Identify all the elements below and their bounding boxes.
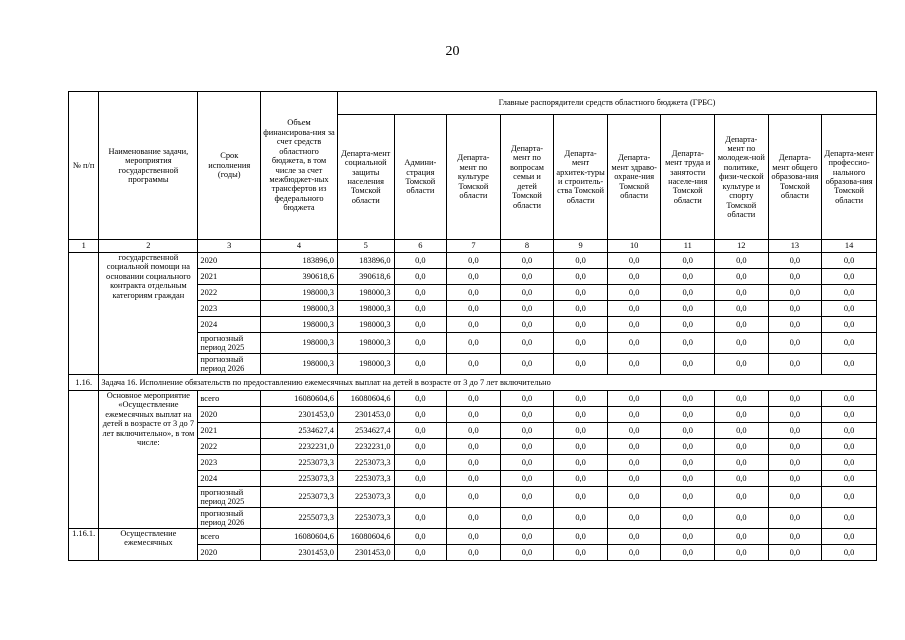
row-volume: 198000,3 — [261, 285, 338, 301]
row-grbs-13: 0,0 — [768, 439, 822, 455]
row-grbs-7: 0,0 — [447, 391, 501, 407]
row-grbs-5: 2301453,0 — [337, 545, 394, 561]
row-grbs-8: 0,0 — [500, 407, 554, 423]
row-grbs-7: 0,0 — [447, 253, 501, 269]
row-grbs-10: 0,0 — [607, 269, 661, 285]
row-name: государственной социальной помощи на основании социального контракта отдельным категориям граждан — [99, 253, 198, 375]
row-period: 2024 — [198, 471, 261, 487]
header-grbs-2: Админи-страция Томской области — [394, 115, 447, 240]
index-cell: 11 — [661, 240, 715, 253]
row-grbs-9: 0,0 — [554, 354, 608, 375]
row-grbs-6: 0,0 — [394, 455, 447, 471]
row-volume: 2253073,3 — [261, 487, 338, 508]
row-grbs-12: 0,0 — [715, 333, 769, 354]
row-grbs-6: 0,0 — [394, 253, 447, 269]
row-grbs-13: 0,0 — [768, 529, 822, 545]
index-cell: 4 — [261, 240, 338, 253]
header-volume: Объем финансирова-ния за счет средств областного бюджета, в том числе за счет межбюджет-ных трансфертов из федерального бюджета — [261, 92, 338, 240]
row-grbs-10: 0,0 — [607, 423, 661, 439]
row-grbs-7: 0,0 — [447, 354, 501, 375]
row-grbs-6: 0,0 — [394, 407, 447, 423]
row-grbs-10: 0,0 — [607, 354, 661, 375]
row-grbs-7: 0,0 — [447, 487, 501, 508]
row-grbs-6: 0,0 — [394, 333, 447, 354]
row-grbs-8: 0,0 — [500, 391, 554, 407]
index-cell: 8 — [500, 240, 554, 253]
row-grbs-5: 198000,3 — [337, 354, 394, 375]
row-grbs-7: 0,0 — [447, 269, 501, 285]
row-grbs-11: 0,0 — [661, 285, 715, 301]
row-grbs-9: 0,0 — [554, 317, 608, 333]
row-grbs-8: 0,0 — [500, 354, 554, 375]
row-grbs-13: 0,0 — [768, 545, 822, 561]
row-period: 2022 — [198, 285, 261, 301]
row-grbs-7: 0,0 — [447, 317, 501, 333]
row-period: 2023 — [198, 301, 261, 317]
index-cell: 13 — [768, 240, 822, 253]
row-number: 1.16.1. — [69, 529, 99, 561]
row-volume: 2253073,3 — [261, 455, 338, 471]
row-grbs-10: 0,0 — [607, 508, 661, 529]
table-row — [69, 391, 877, 407]
row-grbs-7: 0,0 — [447, 301, 501, 317]
header-no: № п/п — [69, 92, 99, 240]
budget-table — [68, 91, 877, 561]
row-grbs-11: 0,0 — [661, 301, 715, 317]
row-grbs-9: 0,0 — [554, 455, 608, 471]
row-grbs-10: 0,0 — [607, 407, 661, 423]
task-text: Задача 16. Исполнение обязательств по предоставлению ежемесячных выплат на детей в возрасте от 3 до 7 лет включительно — [99, 375, 877, 391]
row-grbs-11: 0,0 — [661, 333, 715, 354]
row-grbs-12: 0,0 — [715, 455, 769, 471]
task-row — [69, 375, 877, 391]
row-grbs-10: 0,0 — [607, 471, 661, 487]
row-grbs-9: 0,0 — [554, 423, 608, 439]
row-grbs-5: 2253073,3 — [337, 487, 394, 508]
row-grbs-14: 0,0 — [822, 487, 877, 508]
row-period: 2020 — [198, 407, 261, 423]
header-period: Срок исполнения (годы) — [198, 92, 261, 240]
row-grbs-5: 198000,3 — [337, 333, 394, 354]
row-grbs-8: 0,0 — [500, 285, 554, 301]
index-row — [69, 240, 877, 253]
row-grbs-14: 0,0 — [822, 333, 877, 354]
table-row — [69, 529, 877, 545]
row-name: Осуществление ежемесячных — [99, 529, 198, 561]
row-grbs-13: 0,0 — [768, 508, 822, 529]
header-grbs-1: Департа-мент социальной защиты населения Томской области — [337, 115, 394, 240]
row-grbs-6: 0,0 — [394, 471, 447, 487]
row-grbs-8: 0,0 — [500, 545, 554, 561]
row-grbs-5: 198000,3 — [337, 301, 394, 317]
row-grbs-14: 0,0 — [822, 285, 877, 301]
row-grbs-13: 0,0 — [768, 423, 822, 439]
row-period: всего — [198, 529, 261, 545]
row-grbs-12: 0,0 — [715, 471, 769, 487]
row-volume: 2301453,0 — [261, 407, 338, 423]
row-grbs-12: 0,0 — [715, 301, 769, 317]
row-grbs-5: 2534627,4 — [337, 423, 394, 439]
row-grbs-12: 0,0 — [715, 529, 769, 545]
page-number: 20 — [445, 44, 460, 59]
row-volume: 2253073,3 — [261, 471, 338, 487]
index-cell: 1 — [69, 240, 99, 253]
index-cell: 7 — [447, 240, 501, 253]
row-grbs-11: 0,0 — [661, 354, 715, 375]
row-grbs-9: 0,0 — [554, 301, 608, 317]
row-grbs-5: 2253073,3 — [337, 508, 394, 529]
row-grbs-10: 0,0 — [607, 391, 661, 407]
row-grbs-8: 0,0 — [500, 508, 554, 529]
row-grbs-11: 0,0 — [661, 269, 715, 285]
row-grbs-10: 0,0 — [607, 545, 661, 561]
row-grbs-13: 0,0 — [768, 471, 822, 487]
header-grbs-9: Департа-мент общего образова-ния Томской области — [768, 115, 822, 240]
row-grbs-11: 0,0 — [661, 508, 715, 529]
row-grbs-7: 0,0 — [447, 508, 501, 529]
row-period: 2020 — [198, 253, 261, 269]
row-grbs-7: 0,0 — [447, 285, 501, 301]
row-grbs-8: 0,0 — [500, 333, 554, 354]
row-grbs-6: 0,0 — [394, 269, 447, 285]
row-grbs-11: 0,0 — [661, 455, 715, 471]
row-volume: 198000,3 — [261, 317, 338, 333]
row-grbs-6: 0,0 — [394, 508, 447, 529]
header-grbs-6: Департа-мент здраво-охране-ния Томской области — [607, 115, 661, 240]
header-grbs-10: Департа-мент профессио-нального образова-ния Томской области — [822, 115, 877, 240]
row-grbs-6: 0,0 — [394, 545, 447, 561]
row-grbs-14: 0,0 — [822, 545, 877, 561]
row-grbs-8: 0,0 — [500, 487, 554, 508]
index-cell: 3 — [198, 240, 261, 253]
row-grbs-5: 16080604,6 — [337, 529, 394, 545]
row-grbs-9: 0,0 — [554, 439, 608, 455]
row-grbs-13: 0,0 — [768, 407, 822, 423]
row-grbs-11: 0,0 — [661, 253, 715, 269]
row-grbs-9: 0,0 — [554, 253, 608, 269]
row-grbs-11: 0,0 — [661, 391, 715, 407]
row-grbs-8: 0,0 — [500, 269, 554, 285]
header-grbs-8: Департа-мент по молодеж-ной политике, физи-ческой культуре и спорту Томской области — [715, 115, 769, 240]
row-grbs-14: 0,0 — [822, 269, 877, 285]
row-grbs-11: 0,0 — [661, 487, 715, 508]
row-volume: 198000,3 — [261, 354, 338, 375]
row-grbs-12: 0,0 — [715, 391, 769, 407]
row-grbs-14: 0,0 — [822, 253, 877, 269]
row-grbs-13: 0,0 — [768, 285, 822, 301]
row-grbs-13: 0,0 — [768, 301, 822, 317]
header-name: Наименование задачи, мероприятия государственной программы — [99, 92, 198, 240]
row-grbs-8: 0,0 — [500, 253, 554, 269]
row-grbs-12: 0,0 — [715, 423, 769, 439]
row-grbs-8: 0,0 — [500, 317, 554, 333]
row-grbs-11: 0,0 — [661, 471, 715, 487]
row-grbs-10: 0,0 — [607, 285, 661, 301]
row-period: прогнозный период 2026 — [198, 508, 261, 529]
index-cell: 12 — [715, 240, 769, 253]
row-grbs-13: 0,0 — [768, 269, 822, 285]
row-grbs-5: 390618,6 — [337, 269, 394, 285]
row-volume: 2255073,3 — [261, 508, 338, 529]
row-grbs-14: 0,0 — [822, 407, 877, 423]
row-grbs-14: 0,0 — [822, 471, 877, 487]
row-grbs-5: 2232231,0 — [337, 439, 394, 455]
row-grbs-13: 0,0 — [768, 354, 822, 375]
row-grbs-6: 0,0 — [394, 423, 447, 439]
row-grbs-11: 0,0 — [661, 423, 715, 439]
row-volume: 2301453,0 — [261, 545, 338, 561]
row-grbs-9: 0,0 — [554, 407, 608, 423]
row-grbs-10: 0,0 — [607, 301, 661, 317]
row-grbs-6: 0,0 — [394, 285, 447, 301]
row-name: Основное мероприятие «Осуществление ежемесячных выплат на детей в возрасте от 3 до 7 лет включительно», в том числе: — [99, 391, 198, 529]
row-grbs-5: 183896,0 — [337, 253, 394, 269]
row-grbs-5: 198000,3 — [337, 285, 394, 301]
row-period: 2024 — [198, 317, 261, 333]
row-volume: 198000,3 — [261, 333, 338, 354]
row-grbs-10: 0,0 — [607, 333, 661, 354]
row-grbs-7: 0,0 — [447, 529, 501, 545]
row-grbs-14: 0,0 — [822, 391, 877, 407]
row-grbs-8: 0,0 — [500, 423, 554, 439]
header-row-1 — [69, 92, 877, 115]
row-period: прогнозный период 2026 — [198, 354, 261, 375]
row-grbs-8: 0,0 — [500, 455, 554, 471]
index-cell: 2 — [99, 240, 198, 253]
row-grbs-12: 0,0 — [715, 508, 769, 529]
row-grbs-8: 0,0 — [500, 529, 554, 545]
row-grbs-6: 0,0 — [394, 317, 447, 333]
row-period: прогнозный период 2025 — [198, 487, 261, 508]
index-cell: 10 — [607, 240, 661, 253]
row-grbs-10: 0,0 — [607, 529, 661, 545]
row-volume: 2534627,4 — [261, 423, 338, 439]
header-grbs-3: Департа-мент по культуре Томской области — [447, 115, 501, 240]
row-volume: 2232231,0 — [261, 439, 338, 455]
row-number — [69, 391, 99, 529]
row-grbs-11: 0,0 — [661, 439, 715, 455]
row-grbs-7: 0,0 — [447, 423, 501, 439]
row-grbs-11: 0,0 — [661, 407, 715, 423]
row-grbs-7: 0,0 — [447, 439, 501, 455]
row-grbs-12: 0,0 — [715, 439, 769, 455]
row-grbs-14: 0,0 — [822, 301, 877, 317]
row-volume: 390618,6 — [261, 269, 338, 285]
row-grbs-13: 0,0 — [768, 455, 822, 471]
row-grbs-12: 0,0 — [715, 285, 769, 301]
row-grbs-6: 0,0 — [394, 487, 447, 508]
row-grbs-10: 0,0 — [607, 317, 661, 333]
row-period: прогнозный период 2025 — [198, 333, 261, 354]
row-grbs-14: 0,0 — [822, 423, 877, 439]
row-grbs-8: 0,0 — [500, 301, 554, 317]
row-grbs-7: 0,0 — [447, 333, 501, 354]
row-grbs-12: 0,0 — [715, 269, 769, 285]
row-grbs-14: 0,0 — [822, 439, 877, 455]
row-period: 2020 — [198, 545, 261, 561]
row-grbs-5: 2253073,3 — [337, 471, 394, 487]
row-period: 2023 — [198, 455, 261, 471]
index-cell: 14 — [822, 240, 877, 253]
row-grbs-10: 0,0 — [607, 455, 661, 471]
index-cell: 9 — [554, 240, 608, 253]
row-grbs-5: 198000,3 — [337, 317, 394, 333]
task-number: 1.16. — [69, 375, 99, 391]
row-grbs-10: 0,0 — [607, 253, 661, 269]
row-grbs-5: 2301453,0 — [337, 407, 394, 423]
row-grbs-12: 0,0 — [715, 407, 769, 423]
row-grbs-11: 0,0 — [661, 529, 715, 545]
row-grbs-9: 0,0 — [554, 269, 608, 285]
row-period: всего — [198, 391, 261, 407]
row-grbs-9: 0,0 — [554, 487, 608, 508]
row-grbs-8: 0,0 — [500, 439, 554, 455]
row-grbs-9: 0,0 — [554, 391, 608, 407]
row-grbs-6: 0,0 — [394, 439, 447, 455]
row-grbs-13: 0,0 — [768, 333, 822, 354]
header-grbs-4: Департа-мент по вопросам семьи и детей Томской области — [500, 115, 554, 240]
row-grbs-9: 0,0 — [554, 471, 608, 487]
row-grbs-14: 0,0 — [822, 317, 877, 333]
row-grbs-6: 0,0 — [394, 301, 447, 317]
row-grbs-11: 0,0 — [661, 545, 715, 561]
index-cell: 6 — [394, 240, 447, 253]
header-grbs: Главные распорядители средств областного бюджета (ГРБС) — [337, 92, 876, 115]
row-grbs-9: 0,0 — [554, 508, 608, 529]
row-grbs-7: 0,0 — [447, 471, 501, 487]
row-grbs-10: 0,0 — [607, 439, 661, 455]
table-row — [69, 253, 877, 269]
row-grbs-9: 0,0 — [554, 529, 608, 545]
row-grbs-11: 0,0 — [661, 317, 715, 333]
row-number — [69, 253, 99, 375]
row-grbs-14: 0,0 — [822, 455, 877, 471]
row-grbs-12: 0,0 — [715, 253, 769, 269]
row-grbs-7: 0,0 — [447, 455, 501, 471]
row-grbs-5: 16080604,6 — [337, 391, 394, 407]
row-grbs-13: 0,0 — [768, 253, 822, 269]
row-grbs-9: 0,0 — [554, 285, 608, 301]
row-grbs-14: 0,0 — [822, 529, 877, 545]
row-grbs-6: 0,0 — [394, 354, 447, 375]
row-volume: 198000,3 — [261, 301, 338, 317]
row-volume: 183896,0 — [261, 253, 338, 269]
row-period: 2021 — [198, 269, 261, 285]
row-grbs-13: 0,0 — [768, 317, 822, 333]
row-grbs-12: 0,0 — [715, 487, 769, 508]
row-grbs-5: 2253073,3 — [337, 455, 394, 471]
row-grbs-7: 0,0 — [447, 407, 501, 423]
header-grbs-7: Департа-мент труда и занятости населе-ния Томской области — [661, 115, 715, 240]
row-grbs-14: 0,0 — [822, 508, 877, 529]
row-grbs-14: 0,0 — [822, 354, 877, 375]
row-volume: 16080604,6 — [261, 529, 338, 545]
row-grbs-7: 0,0 — [447, 545, 501, 561]
row-grbs-12: 0,0 — [715, 545, 769, 561]
row-grbs-13: 0,0 — [768, 487, 822, 508]
row-volume: 16080604,6 — [261, 391, 338, 407]
row-grbs-6: 0,0 — [394, 529, 447, 545]
row-grbs-9: 0,0 — [554, 333, 608, 354]
row-grbs-13: 0,0 — [768, 391, 822, 407]
row-grbs-9: 0,0 — [554, 545, 608, 561]
row-grbs-8: 0,0 — [500, 471, 554, 487]
row-grbs-12: 0,0 — [715, 317, 769, 333]
row-grbs-12: 0,0 — [715, 354, 769, 375]
row-period: 2022 — [198, 439, 261, 455]
row-grbs-10: 0,0 — [607, 487, 661, 508]
row-grbs-6: 0,0 — [394, 391, 447, 407]
index-cell: 5 — [337, 240, 394, 253]
header-grbs-5: Департа-мент архитек-туры и строитель-ства Томской области — [554, 115, 608, 240]
row-period: 2021 — [198, 423, 261, 439]
